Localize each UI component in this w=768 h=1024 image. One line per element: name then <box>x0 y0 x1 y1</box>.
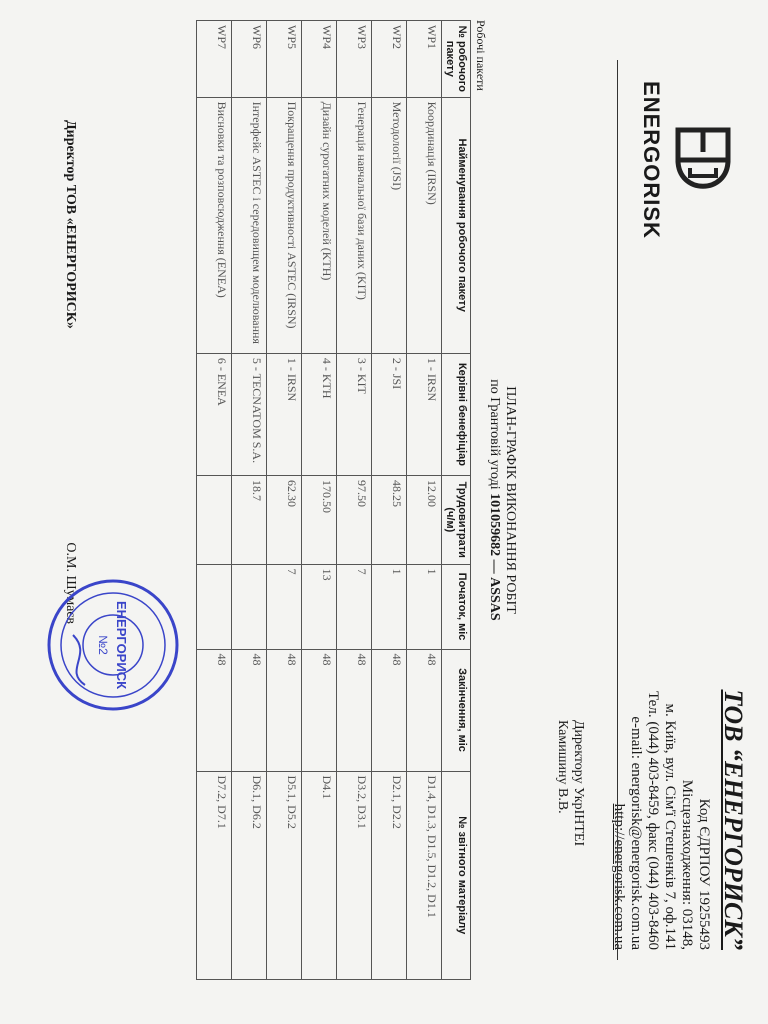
header-start-month: Початок, міс <box>442 564 471 649</box>
signatory-name: О.М. Шумаєв <box>63 542 78 624</box>
cell-end-month: 48 <box>337 649 372 771</box>
title-line2-prefix: по Грантовій угоді <box>487 379 502 494</box>
cell-wp-number: WP6 <box>232 21 267 98</box>
cell-lead-beneficiary: 4 - KTH <box>302 353 337 475</box>
table-row <box>407 21 442 980</box>
cell-wp-number: WP4 <box>302 21 337 98</box>
header-divider <box>617 60 618 960</box>
cell-deliverables: D5.1, D5.2 <box>267 771 302 980</box>
company-logo <box>618 60 738 260</box>
cell-wp-number: WP7 <box>197 21 232 98</box>
logo-text: ENERGORISK <box>639 81 664 239</box>
header-wp-number: № робочого пакету <box>442 21 471 98</box>
cell-deliverables: D4.1 <box>302 771 337 980</box>
work-packages-table <box>196 20 471 980</box>
grant-number: 101059682 — ASSAS <box>487 493 502 621</box>
cell-start-month: 7 <box>267 564 302 649</box>
cell-wp-number: WP2 <box>372 21 407 98</box>
header-wp-name: Найменування робочого пакету <box>442 97 471 353</box>
header-end-month: Закінчення, міс <box>442 649 471 771</box>
company-location-label: Місцезнаходження: 03148, <box>679 779 695 950</box>
cell-person-months: 18.7 <box>232 476 267 565</box>
addressee-line2: Камишину В.В. <box>555 720 570 814</box>
cell-deliverables: D1.4, D1.3, D1.5, D1.2, D1.1 <box>407 771 442 980</box>
table-row <box>232 21 267 980</box>
table-row <box>197 21 232 980</box>
cell-lead-beneficiary: 1 - IRSN <box>267 353 302 475</box>
signatory-position: Директор ТОВ «ЕНЕРГОРИСК» <box>63 120 78 329</box>
stamp-center-text: ЕНЕРГОРИСК <box>114 600 129 690</box>
cell-lead-beneficiary: 1 - IRSN <box>407 353 442 475</box>
cell-end-month: 48 <box>267 649 302 771</box>
cell-lead-beneficiary: 2 - JSI <box>372 353 407 475</box>
company-address: м. Київ, вул. Сім'ї Стешенків 7, оф.141 <box>662 703 678 950</box>
company-email[interactable]: e-mail: energorisk@energorisk.com.ua <box>628 716 644 950</box>
cell-start-month <box>232 564 267 649</box>
cell-end-month: 48 <box>407 649 442 771</box>
cell-start-month <box>197 564 232 649</box>
signature-block <box>62 120 78 624</box>
company-stamp-icon <box>43 575 183 715</box>
company-name: ТОВ “ЕНЕРГОРИСК” <box>719 689 748 950</box>
cell-wp-name: Інтерфейс ASTEC і середовищем моделювання <box>232 97 267 353</box>
cell-lead-beneficiary: 3 - KIT <box>337 353 372 475</box>
energorisk-logo-icon <box>668 120 738 200</box>
cell-start-month: 1 <box>372 564 407 649</box>
cell-wp-number: WP1 <box>407 21 442 98</box>
cell-wp-name: Висновки та розповсюдження (ENEA) <box>197 97 232 353</box>
cell-person-months: 12.00 <box>407 476 442 565</box>
cell-wp-number: WP3 <box>337 21 372 98</box>
table-caption: Робочі пакети <box>474 20 488 91</box>
cell-wp-number: WP5 <box>267 21 302 98</box>
cell-person-months: 97.50 <box>337 476 372 565</box>
cell-lead-beneficiary: 6 - ENEA <box>197 353 232 475</box>
company-edrpou: Код ЄДРПОУ 19255493 <box>696 798 712 950</box>
title-line2 <box>486 0 502 1000</box>
cell-deliverables: D3.2, D3.1 <box>337 771 372 980</box>
cell-deliverables: D2.1, D2.2 <box>372 771 407 980</box>
addressee <box>554 720 586 940</box>
stamp-number: №2 <box>96 635 110 655</box>
cell-end-month: 48 <box>372 649 407 771</box>
cell-wp-name: Покращення продуктивності ASTEC (IRSN) <box>267 97 302 353</box>
table-row <box>267 21 302 980</box>
cell-start-month: 13 <box>302 564 337 649</box>
cell-person-months <box>197 476 232 565</box>
table-header-row <box>442 21 471 980</box>
rotated-page <box>38 0 768 1000</box>
table-row <box>302 21 337 980</box>
company-website-link[interactable]: http://energorisk.com.ua <box>611 803 627 950</box>
title-line1: ПЛАН-ГРАФІК ВИКОНАННЯ РОБІТ <box>503 386 518 614</box>
cell-lead-beneficiary: 5 - TECNATOM S.A. <box>232 353 267 475</box>
cell-start-month: 1 <box>407 564 442 649</box>
company-phones: Тел. (044) 403-8459, факс (044) 403-8460 <box>645 691 661 950</box>
cell-deliverables: D6.1, D6.2 <box>232 771 267 980</box>
addressee-line1: Директору УкрІНТЕІ <box>571 720 586 847</box>
cell-end-month: 48 <box>232 649 267 771</box>
document-title <box>486 0 518 1000</box>
header-lead-beneficiary: Керівні бенефіціар <box>442 353 471 475</box>
cell-end-month: 48 <box>197 649 232 771</box>
cell-end-month: 48 <box>302 649 337 771</box>
cell-person-months: 170.50 <box>302 476 337 565</box>
header-deliverables: № звітного матеріалу <box>442 771 471 980</box>
table-row <box>372 21 407 980</box>
cell-wp-name: Методології (JSI) <box>372 97 407 353</box>
cell-wp-name: Координація (IRSN) <box>407 97 442 353</box>
cell-person-months: 48.25 <box>372 476 407 565</box>
cell-wp-name: Генерація навчальної бази даних (KIT) <box>337 97 372 353</box>
work-packages-section <box>196 20 488 980</box>
company-details <box>610 490 748 950</box>
cell-person-months: 62.30 <box>267 476 302 565</box>
cell-wp-name: Дизайн сурогатних моделей (KTH) <box>302 97 337 353</box>
cell-start-month: 7 <box>337 564 372 649</box>
cell-deliverables: D7.2, D7.1 <box>197 771 232 980</box>
header-person-months: Трудовитрати (ч/м) <box>442 476 471 565</box>
table-row <box>337 21 372 980</box>
